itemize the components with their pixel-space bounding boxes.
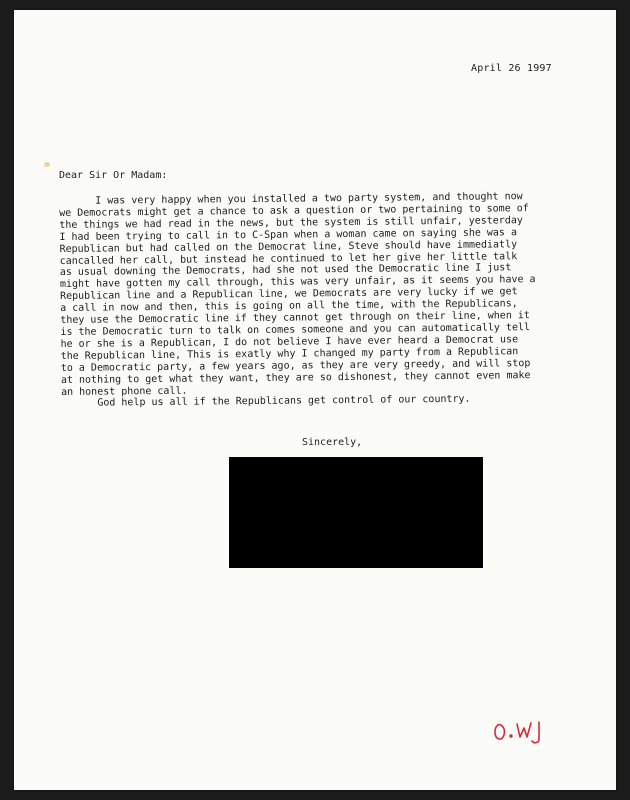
- letter-body: I was very happy when you installed a two party system, and thought now we Democrats might get a chance to ask a question or two pertaining to some of the things we had read in the news, but the system is still unfair, yesterday I had been trying to call in to C-Span when a woman came on saying she was a Republican but had called on the Democrat line, Steve should have immediatly cancalled her call, but instead he continued to let her give her little talk as usual downing the Democrats, had she not used the Democratic line I just might have gotten my call through, this was very unfair, as it seems you have a Republican line and a Republican line, we Democrats are very lucky if we get a call in now and then, this is going on all the time, with the Republicans, they use the Democratic line if they cannot get through on their line, when it is the Democratic turn to talk on comes someone and you can automatically tell he or she is a Republican, I do not believe I have ever heard a Democrat use the Republican line, This is exatly why I changed my party from a Republican to a Democratic party, a few years ago, as they are very greedy, and will stop at nothing to get what they want, they are so dishonest, they cannot even make an honest phone call. God help us all if the Republicans get control of our country.: [59, 191, 536, 410]
- paper-stain: [44, 162, 50, 167]
- redaction-box: [229, 457, 483, 568]
- letter-date: April 26 1997: [471, 63, 552, 74]
- closing-sincerely: Sincerely,: [302, 437, 363, 448]
- salutation: Dear Sir Or Madam:: [59, 170, 168, 181]
- handwritten-mark: [491, 712, 559, 746]
- letter-page: [14, 10, 616, 790]
